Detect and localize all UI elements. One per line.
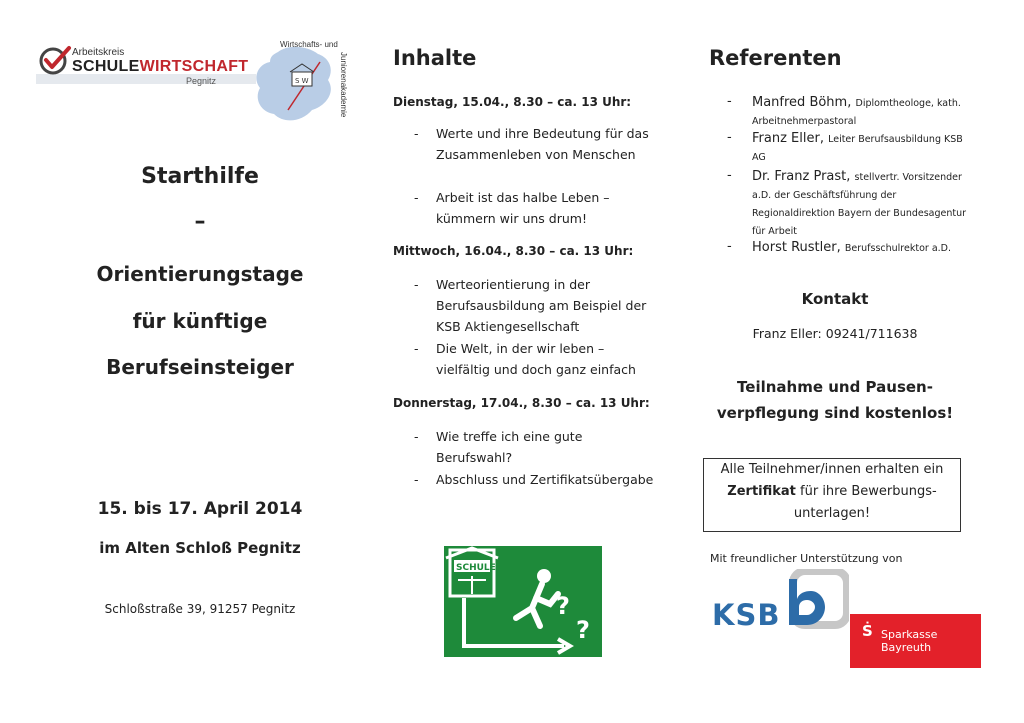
- day-header-thursday: Donnerstag, 17.04., 8.30 – ca. 13 Uhr:: [393, 396, 650, 410]
- certificate-line-1: Alle Teilnehmer/innen erhalten ein: [720, 462, 944, 477]
- program-item: - Wie treffe ich eine gute Berufswahl?: [414, 429, 583, 465]
- free-notice-line-2: verpflegung sind kostenlos!: [716, 404, 954, 422]
- ksb-logo-text: KSB: [712, 598, 781, 632]
- bavaria-map-logo-icon: [248, 40, 348, 126]
- school-exit-sign-icon: [444, 546, 602, 657]
- logo-schulewirtschaft-text: SCHULEWIRTSCHAFT: [72, 58, 249, 75]
- certificate-line-3: unterlagen!: [793, 506, 871, 521]
- flyer-title: Starthilfe: [141, 164, 259, 189]
- certificate-line-2: Zertifikat für ihre Bewerbungs-: [727, 484, 937, 499]
- title-dash: –: [194, 209, 206, 234]
- kontakt-phone: Franz Eller: 09241/711638: [752, 326, 918, 341]
- sparkasse-city: Bayreuth: [881, 641, 932, 654]
- checkmark-logo-icon: [38, 44, 72, 76]
- support-text: Mit freundlicher Unterstützung von: [710, 552, 903, 565]
- subtitle-line-3: Berufseinsteiger: [106, 355, 294, 379]
- svg-text:SCHULE: SCHULE: [456, 563, 496, 573]
- svg-text:?: ?: [556, 592, 570, 620]
- event-date: 15. bis 17. April 2014: [97, 499, 303, 519]
- program-item: - Abschluss und Zertifikatsübergabe: [414, 472, 654, 487]
- speaker-item: - Horst Rustler, Berufsschulrektor a.D.: [727, 239, 951, 255]
- certificate-notice-box: [703, 458, 961, 532]
- event-location: im Alten Schloß Pegnitz: [99, 539, 301, 557]
- svg-text:S W: S W: [295, 77, 309, 85]
- sparkasse-name: Sparkasse: [881, 628, 938, 641]
- event-address: Schloßstraße 39, 91257 Pegnitz: [104, 602, 296, 616]
- kontakt-heading: Kontakt: [801, 290, 869, 308]
- sparkasse-s-icon: Ṡ: [862, 622, 873, 640]
- program-item: - Arbeit ist das halbe Leben – kümmern wir uns drum!: [414, 190, 610, 226]
- subtitle-line-2: für künftige: [132, 309, 268, 333]
- logo-pegnitz-text: Pegnitz: [186, 76, 217, 86]
- academy-logo-title: Wirtschafts- und: [280, 40, 338, 49]
- svg-text:?: ?: [576, 616, 590, 644]
- day-header-tuesday: Dienstag, 15.04., 8.30 – ca. 13 Uhr:: [393, 95, 632, 109]
- referenten-heading: Referenten: [709, 46, 842, 70]
- program-item: - Werte und ihre Bedeutung für das Zusammenleben von Menschen: [414, 126, 649, 162]
- speaker-item: - Dr. Franz Prast, stellvertr. Vorsitzender a.D. der Geschäftsführung der Regionaldirektion Bayern der Bundesagentur für Arbeit: [727, 168, 967, 237]
- speaker-item: - Manfred Böhm, Diplomtheologe, kath. Arbeitnehmerpastoral: [727, 94, 961, 127]
- speaker-item: - Franz Eller, Leiter Berufsausbildung KSB AG: [727, 130, 963, 163]
- subtitle-line-1: Orientierungstage: [96, 262, 304, 286]
- inhalte-heading: Inhalte: [393, 46, 477, 70]
- program-item: - Werteorientierung in der Berufsausbildung am Beispiel der KSB Aktiengesellschaft: [414, 277, 647, 334]
- academy-logo-vertical: Juniorenakademie: [339, 52, 348, 118]
- free-notice-line-1: Teilnahme und Pausen-: [737, 378, 933, 396]
- day-header-wednesday: Mittwoch, 16.04., 8.30 – ca. 13 Uhr:: [393, 244, 634, 258]
- program-item: - Die Welt, in der wir leben – vielfältig und doch ganz einfach: [414, 341, 636, 377]
- ksb-logo-icon: [785, 569, 849, 629]
- logo-arbeitskreis-text: Arbeitskreis: [72, 47, 125, 58]
